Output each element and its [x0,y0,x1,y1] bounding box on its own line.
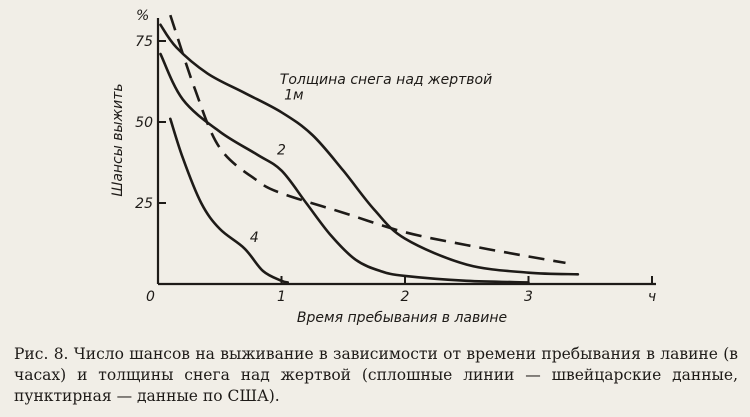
y-axis-unit: % [136,8,150,24]
origin-label: 0 [146,289,155,305]
chart-title: Толщина снега над жертвой [279,72,493,88]
x-tick-label: 1 [277,289,286,305]
figure-caption: Рис. 8. Число шансов на выживание в зависимости от времени пребывания в лавине (в часах) и толщины снега над жертвой (сплошные линии — швейцарские данные, пунктирная — данные по США). [14,345,738,405]
x-tick-label: ч [647,289,657,305]
curve-label: 4 [249,229,259,246]
x-tick-label: 3 [524,289,533,305]
x-tick-label: 2 [400,289,410,305]
series-line-3 [170,119,287,283]
x-axis-title: Время пребывания в лавине [296,310,508,326]
series-line-2 [161,54,529,282]
y-axis-title: Шансы выжить [110,83,126,197]
curve-label: 1м [284,87,304,104]
curve-label: 2 [277,142,286,159]
y-tick-label: 75 [135,34,153,50]
series-line-1 [161,25,578,274]
y-tick-label: 50 [135,115,153,131]
y-tick-label: 25 [135,196,153,212]
